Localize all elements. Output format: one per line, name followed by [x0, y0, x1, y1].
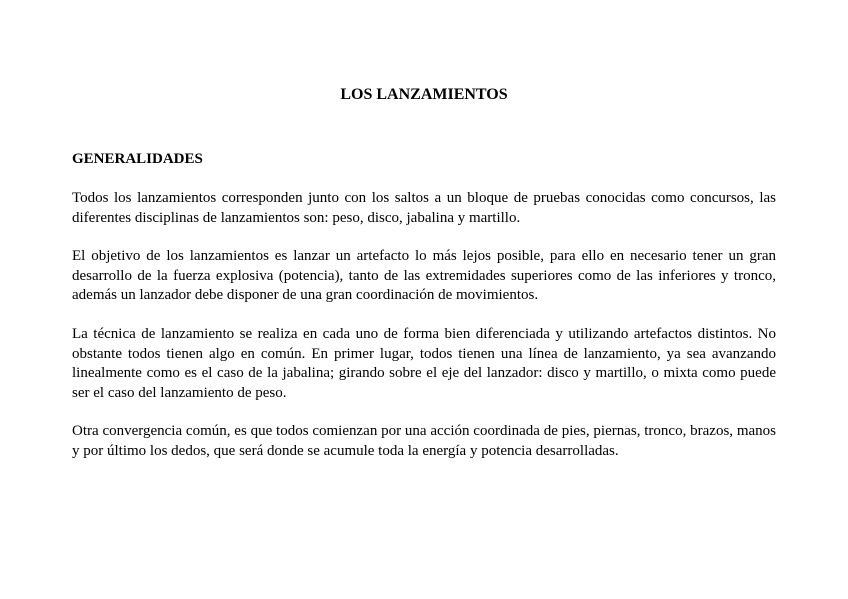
paragraph: Todos los lanzamientos corresponden junto con los saltos a un bloque de pruebas conocidas como concursos, las diferentes disciplinas de lanzamientos son: peso, disco, jabalina y martillo.	[72, 190, 776, 226]
page-title: LOS LANZAMIENTOS	[340, 86, 508, 103]
paragraph: Otra convergencia común, es que todos comienzan por una acción coordinada de pies, piernas, tronco, brazos, manos y por último los dedos, que será donde se acumule toda la energía y potencia desarrolladas.	[72, 423, 776, 459]
paragraph: El objetivo de los lanzamientos es lanzar un artefacto lo más lejos posible, para ello en necesario tener un gran desarrollo de la fuerza explosiva (potencia), tanto de las extremidades superiores como de las inferiores y tronco, además un lanzador debe disponer de una gran coordinación de movimientos.	[72, 248, 776, 303]
paragraph: La técnica de lanzamiento se realiza en cada uno de forma bien diferenciada y utilizando artefactos distintos. No obstante todos tienen algo en común. En primer lugar, todos tienen una línea de lanzamiento, ya sea avanzando linealmente como es el caso de la jabalina; girando sobre el eje del lanzador: disco y martillo, o mixta como puede ser el caso del lanzamiento de peso.	[72, 326, 776, 401]
section-heading: GENERALIDADES	[72, 151, 203, 167]
